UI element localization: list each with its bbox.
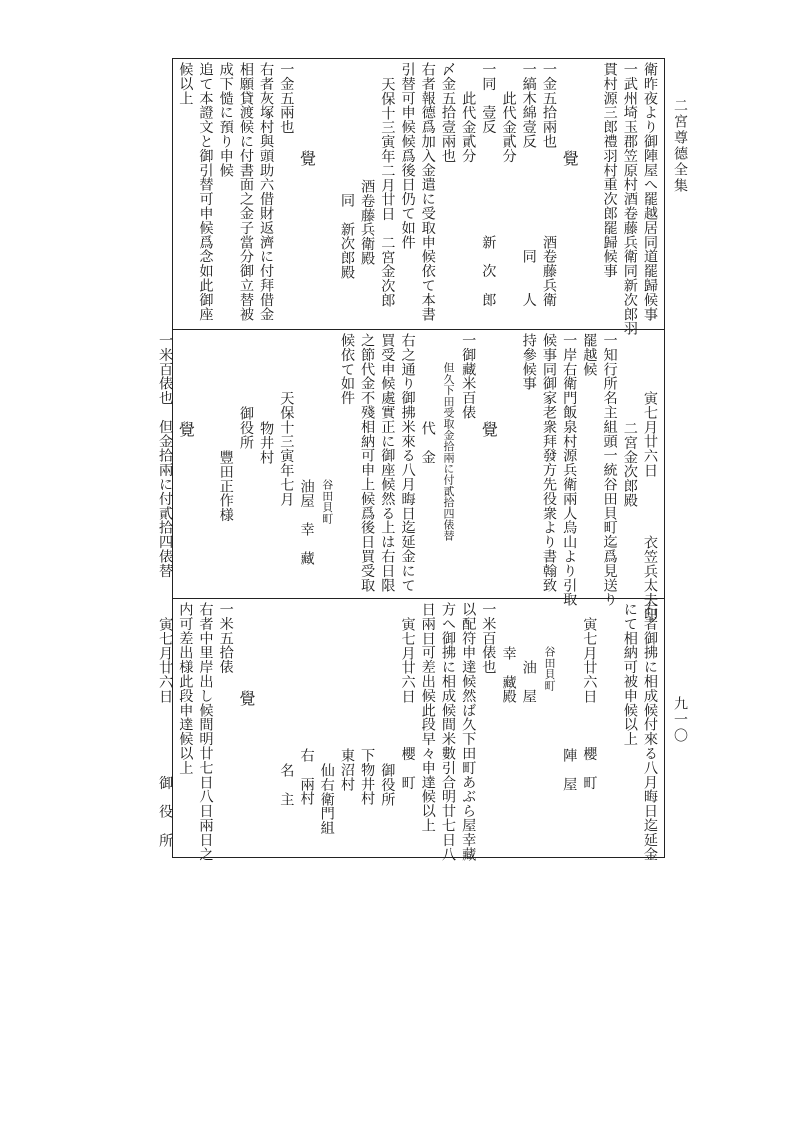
text-column: 同 新次郎殿 [338, 193, 355, 280]
text-column: 右者灰塚村與頭助六借財返濟に付拜借金 [258, 62, 275, 322]
text-column: 名 主 [278, 762, 295, 806]
blank-column [498, 333, 518, 595]
text-column: 油 屋 [520, 660, 537, 704]
text-column: 覺 [479, 420, 499, 437]
text-column: にて相納可被申候以上 [621, 602, 638, 746]
blank-column [317, 62, 337, 324]
blank-column [579, 62, 599, 324]
text-column: 東沼村 [338, 748, 355, 792]
text-column: 一岸右衛門飯泉村源兵衛兩人烏山より引取 [561, 333, 578, 607]
text-band-middle [157, 333, 660, 622]
text-column: 買受申候處實正に御座候然る上は右日限 [379, 333, 396, 593]
text-column: 谷田貝町 [320, 479, 334, 524]
text-column: 候依て如件 [338, 333, 355, 405]
text-column: 代 金 [419, 420, 436, 464]
text-column: 日兩日可差出候此段早々申達候以上 [419, 602, 436, 833]
text-column: 一米百俵也 但金拾兩に付貳拾四俵替 [157, 333, 174, 578]
text-column: 右者報德爲加入金遣に受取申候依て本書 [419, 62, 436, 322]
text-column: 寅七月廿六日 櫻 町 [581, 616, 598, 790]
text-column: 一御藏米百俵 [460, 333, 477, 420]
text-column: 持參候事 [520, 333, 537, 391]
page-number: 九一〇 [672, 696, 688, 744]
text-column: 一金五兩也 [278, 62, 295, 134]
text-column: 〆金五拾壹兩也 [439, 62, 456, 163]
text-column: 寅七月廿六日 御 役 所 [157, 616, 174, 847]
blank-column [256, 602, 276, 854]
text-column: 二宮金次郎殿 [621, 420, 638, 507]
text-column: 以配符申達候然ば久下田町あぶら屋幸藏 [460, 602, 477, 862]
text-column: 貫村源三郎禮羽村重次郎罷歸候事 [601, 62, 618, 278]
text-column: 一金五拾兩也 酒卷藤兵衛 [540, 62, 557, 307]
text-column: 候以上 [177, 62, 194, 106]
text-column: 天保十三寅年七月 [278, 391, 295, 507]
text-column: 下物井村 [359, 748, 376, 806]
text-column: 覺 [176, 420, 196, 437]
text-column: 御役所 [237, 406, 254, 450]
text-column: 物井村 [258, 420, 275, 464]
text-column: 覺 [236, 689, 256, 706]
text-column: 一武州埼玉郡笠原村酒卷藤兵衛同新次郎羽 [621, 62, 638, 336]
text-column: 一米百俵也 [480, 602, 497, 674]
text-column: 寅七月廿六日 衣笠兵太夫印 [642, 391, 658, 622]
text-column: 右者御拂に相成候付來る八月晦日迄延金 [642, 602, 658, 862]
text-column: 天保十三寅年二月廿日 二宮金次郎 [379, 76, 396, 307]
text-band-bottom [157, 602, 660, 862]
text-column: 相願貸渡候に付書面之金子當分御立替被 [237, 62, 254, 322]
text-column: 罷越候 [581, 333, 598, 377]
text-column: 内可差出様此段申達候以上 [177, 602, 194, 775]
text-column: 寅七月廿六日 櫻 町 [399, 616, 416, 790]
text-column: 但久下田受取金拾兩に付貳拾四俵替 [441, 362, 455, 542]
text-column: 候事同御家老衆拜發方先役衆より書翰致 [540, 333, 557, 593]
text-column: 成下慥に預り申候 [217, 62, 234, 178]
text-column: 衛昨夜より御陣屋へ罷越居同道罷歸候事 [642, 62, 658, 322]
section-divider [172, 329, 665, 330]
text-column: 豐田正作様 [217, 449, 234, 522]
text-column: 油屋 幸 藏 [298, 479, 315, 566]
text-column: 御役所 [379, 762, 396, 806]
text-column: 一知行所名主組頭一統谷田貝町迄爲見送り [601, 333, 618, 607]
text-column: 覺 [297, 149, 317, 166]
section-divider [172, 598, 665, 599]
text-column: 一同 壹反 新 次 郎 [480, 62, 497, 307]
text-column: 此代金貳分 [500, 91, 517, 164]
text-column: 此代金貳分 [460, 91, 477, 164]
text-band-top [177, 62, 660, 336]
text-column: 右 兩村 [298, 748, 315, 806]
text-column: 陣 屋 [561, 748, 578, 792]
text-column: 覺 [560, 149, 580, 166]
text-column: 谷田貝町 [542, 645, 556, 691]
text-column: 之節代金不殘相納可申上候爲後日買受取 [359, 333, 376, 593]
blank-column [195, 333, 215, 595]
text-column: 右者中里岸出し候間明廿七日八日兩日之 [197, 602, 214, 862]
text-column: 方へ御拂に相成候間米數引合明廿七日八 [439, 602, 456, 862]
text-column: 仙右衛門組 [318, 762, 335, 835]
text-column: 引替可申候候爲後日仍て如件 [399, 62, 416, 250]
book-title: 二宮尊德全集 [672, 98, 688, 194]
text-column: 酒卷藤兵衛殿 [359, 178, 376, 266]
text-column: 一縞木綿壹反 同 人 [520, 62, 537, 307]
text-column: 一米五拾俵 [217, 602, 234, 674]
blank-column [599, 602, 619, 854]
text-column: 右之通り御拂米來る八月晦日迄延金にて [399, 333, 416, 593]
text-column: 幸 藏殿 [500, 645, 517, 704]
text-column: 追て本證文と御引替可申候爲念如此御座 [197, 62, 214, 322]
